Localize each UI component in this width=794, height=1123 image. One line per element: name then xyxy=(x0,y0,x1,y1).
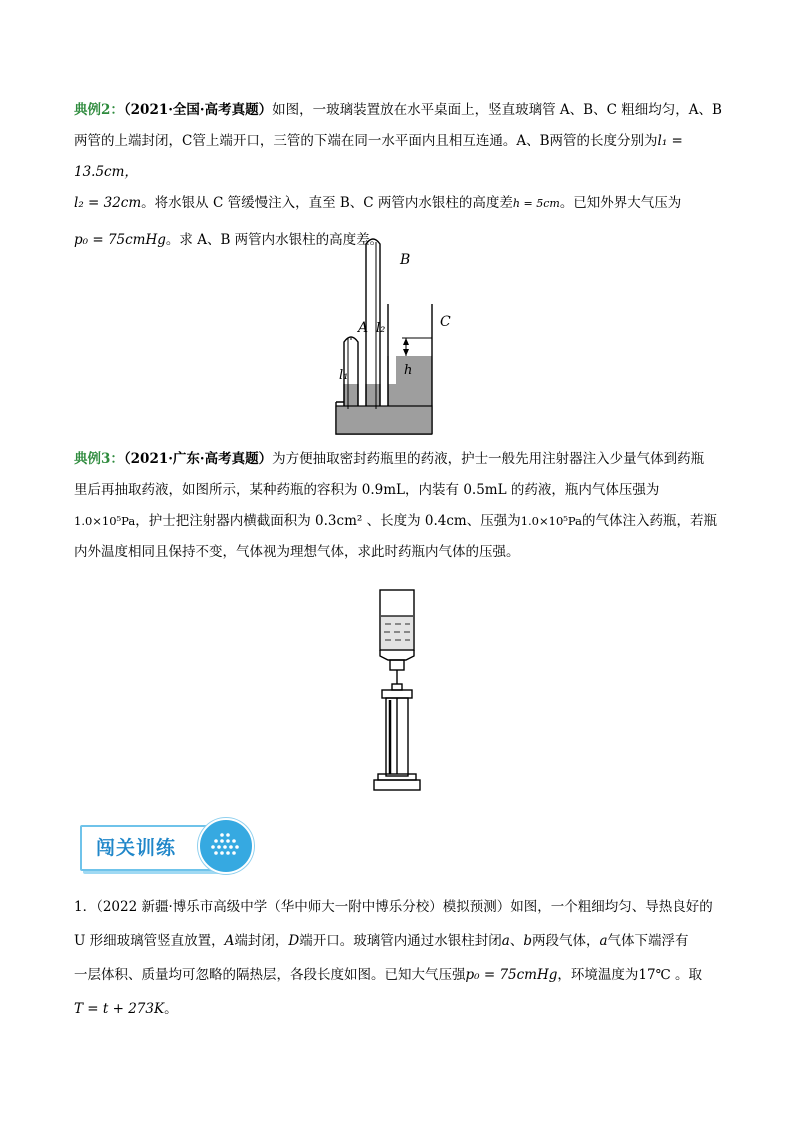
example2-tag: 典例2： xyxy=(74,102,124,118)
mercury-base xyxy=(336,406,432,434)
vial-cap xyxy=(390,660,404,670)
example2-line1 xyxy=(74,95,746,126)
example2-line2 xyxy=(74,126,746,188)
example3-tag: 典例3： xyxy=(74,451,124,467)
example2-source: （2021·全国·高考真题） xyxy=(123,102,273,118)
problem1-line2-a: U 形细玻璃管竖直放置， xyxy=(74,933,225,949)
problem1-source: ．（2022 新疆·博乐市高级中学（华中师大一附中博乐分校）模拟预测） xyxy=(82,899,511,915)
example2-paragraph xyxy=(74,95,746,256)
problem1-var-b-gas: b xyxy=(523,933,532,949)
syringe-tip xyxy=(392,684,402,690)
tube-apparatus-figure xyxy=(336,234,451,436)
example3-line4 xyxy=(74,537,746,568)
problem1-var-a-gas: a xyxy=(501,933,510,949)
problem1-line4 xyxy=(74,992,746,1026)
label-b: B xyxy=(400,252,411,268)
example2-line3-text: 。将水银从 C 管缓慢注入，直至 B、C 两管内水银柱的高度差 xyxy=(141,195,513,211)
example3-line4-text: 内外温度相同且保持不变，气体视为理想气体，求此时药瓶内气体的压强。 xyxy=(74,544,520,560)
problem1-line1-tail: 如图，一个粗细均匀、导热良好的 xyxy=(510,899,713,915)
example3-source: （2021·广东·高考真题） xyxy=(123,451,273,467)
label-l1: l₁ xyxy=(339,368,349,383)
h-arrow-down xyxy=(403,349,409,356)
problem1-line2-f: 气体下端浮有 xyxy=(607,933,689,949)
problem1-line3-a: 一层体积、质量均可忽略的隔热层，各段长度如图。已知大气压强 xyxy=(74,967,466,983)
example3-pressure2: 1.0×10⁵Pa xyxy=(520,514,582,528)
problem1-var-d-end: D xyxy=(288,933,300,949)
example2-line1-text: 如图，一玻璃装置放在水平桌面上，竖直玻璃管 A、B、C 粗细均匀，A、B xyxy=(272,102,722,118)
problem1-line1 xyxy=(74,890,746,924)
syringe-flange xyxy=(378,774,416,780)
problem1-t-expr: T = t + 273K xyxy=(74,1001,165,1017)
example2-l1-expr: l₁ = 13.5cm， xyxy=(74,133,683,180)
h-arrow-up xyxy=(403,338,409,345)
plunger-head xyxy=(374,780,420,790)
problem1-p0-expr: p₀ = 75cmHg xyxy=(465,967,558,983)
problem1-line2 xyxy=(74,924,746,958)
example3-line3-mid: ，护士把注射器内横截面积为 0.3cm² 、长度为 0.4cm、压强为 xyxy=(135,513,521,529)
label-a: A xyxy=(358,320,369,336)
problem1-line4-tail: 。 xyxy=(164,1001,178,1017)
example3-line1-text: 为方便抽取密封药瓶里的药液，护士一般先用注射器注入少量气体到药瓶 xyxy=(272,451,705,467)
problem1-var-a-end: A xyxy=(224,933,235,949)
problem1-line2-d: 、 xyxy=(509,933,524,949)
example3-line3-tail: 的气体注入药瓶，若瓶 xyxy=(581,513,717,529)
example3-paragraph xyxy=(74,444,746,568)
example3-line3 xyxy=(74,506,746,537)
example3-line2-text: 里后再抽取药液，如图所示，某种药瓶的容积为 0.9mL，内装有 0.5mL 的药液，瓶内气体压强为 xyxy=(74,482,660,498)
label-h: h xyxy=(404,363,413,378)
example3-line2 xyxy=(74,475,746,506)
example2-line4-tail: 。求 A、B 两管内水银柱的高度差。 xyxy=(165,232,384,248)
problem1-line3-b: ，环境温度为17℃ 。取 xyxy=(557,967,702,983)
label-l2: l₂ xyxy=(376,321,386,336)
example2-p0-expr: p₀ = 75cmHg xyxy=(74,232,166,248)
banner-circle xyxy=(198,818,254,874)
vial-neck xyxy=(380,650,414,660)
example3-line1 xyxy=(74,444,746,475)
problem1-line2-c: 端开口。玻璃管内通过水银柱封闭 xyxy=(299,933,502,949)
example2-line2-text: 两管的上端封闭，C管上端开口，三管的下端在同一水平面内且相互连通。A、B两管的长度分别为 xyxy=(74,133,658,149)
problem1-line3 xyxy=(74,958,746,992)
example2-l2-expr: l₂ = 32cm xyxy=(74,195,142,211)
vial-syringe-figure xyxy=(372,588,422,792)
problem1-line2-e: 两段气体， xyxy=(531,933,600,949)
banner-title: 闯关训练 xyxy=(96,837,177,859)
problem1-number: 1 xyxy=(74,899,83,915)
section-banner xyxy=(80,818,258,872)
example3-pressure1: 1.0×10⁵Pa xyxy=(74,514,136,528)
vial-liquid xyxy=(381,616,413,649)
problem1-var-a-gas2: a xyxy=(599,933,608,949)
example2-line3 xyxy=(74,188,746,219)
syringe-collar xyxy=(382,690,412,698)
dot-grid-icon xyxy=(200,820,252,872)
example2-h-expr: h = 5cm xyxy=(512,197,560,210)
label-c: C xyxy=(440,314,451,330)
example2-line3-tail: 。已知外界大气压为 xyxy=(559,195,682,211)
problem1-paragraph xyxy=(74,890,746,1026)
problem1-line2-b: 端封闭， xyxy=(234,933,289,949)
